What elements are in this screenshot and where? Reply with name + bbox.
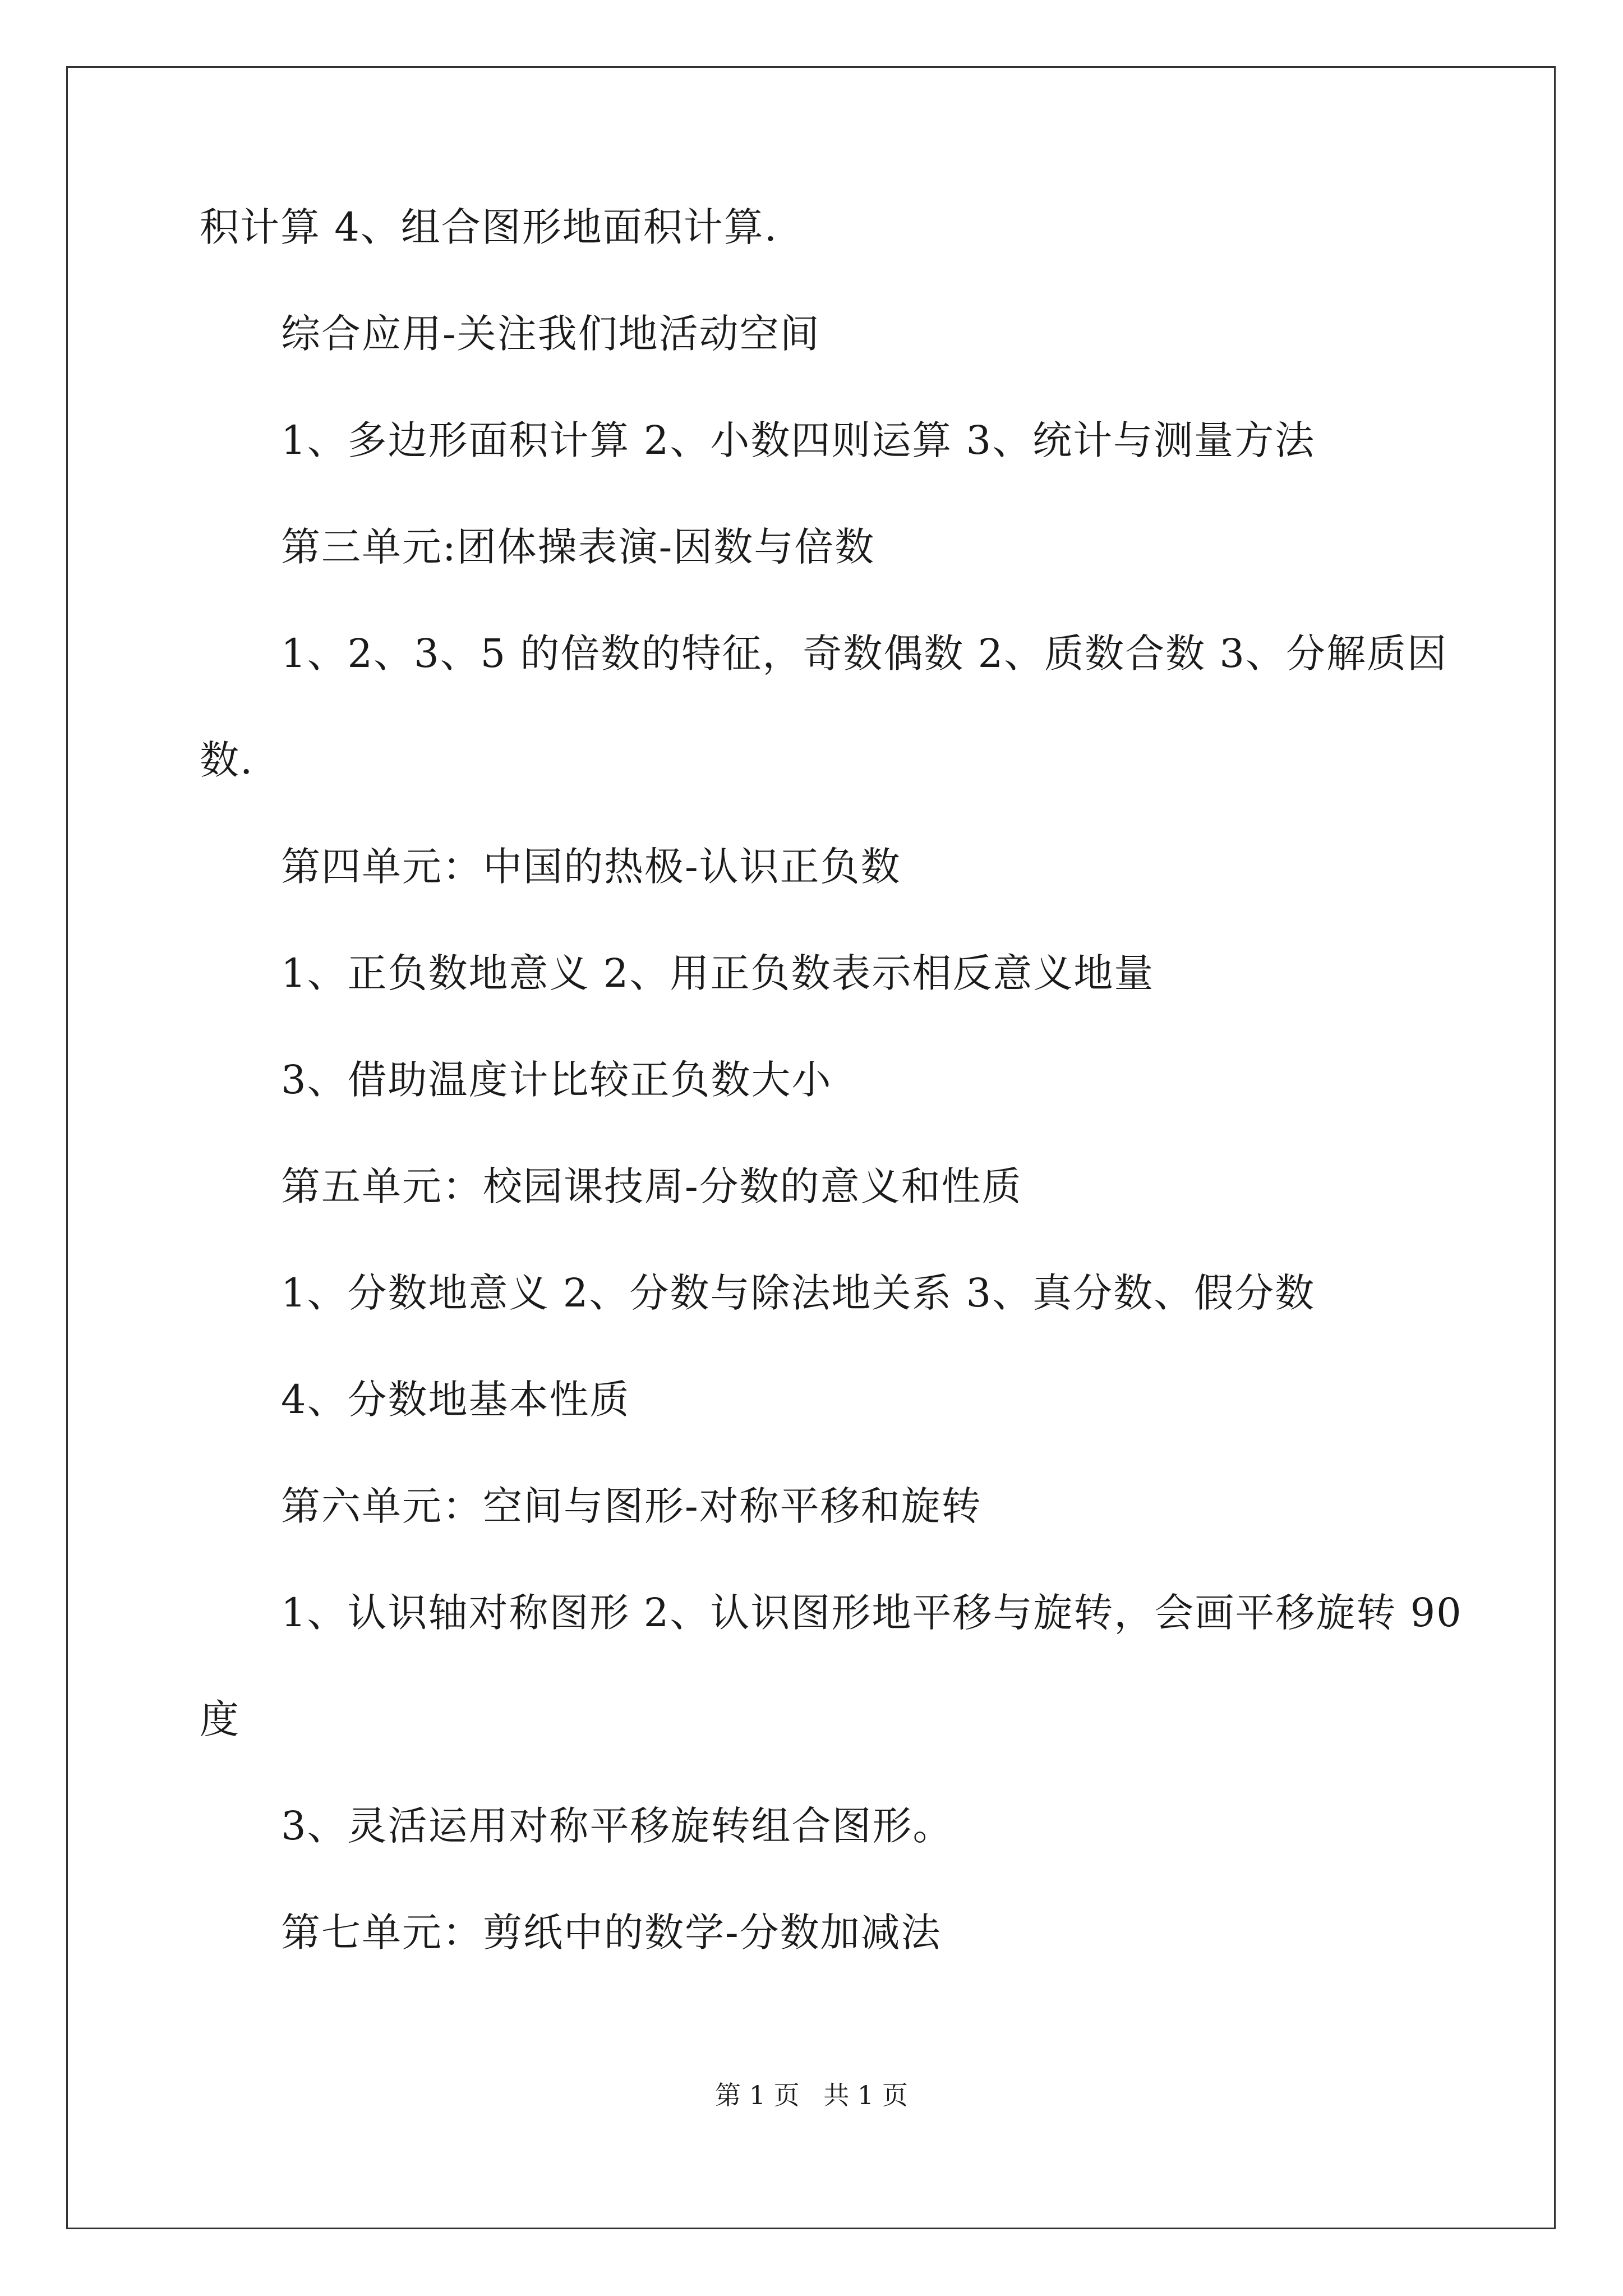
paragraph-line: 4、分数地基本性质 (281, 1377, 630, 1423)
section-heading: 第五单元：校园课技周-分数的意义和性质 (281, 1163, 1022, 1209)
paragraph-line: 1、认识轴对称图形 2、认识图形地平移与旋转，会画平移旋转 90 (281, 1590, 1463, 1636)
page-number: 第 1 页 (715, 2080, 800, 2110)
paragraph-line: 度 (200, 1696, 240, 1742)
paragraph-line: 综合应用-关注我们地活动空间 (281, 311, 820, 357)
page-footer (0, 2078, 1623, 2112)
paragraph-line: 3、灵活运用对称平移旋转组合图形。 (281, 1803, 953, 1849)
page-border (66, 66, 1556, 2229)
paragraph-line: 1、分数地意义 2、分数与除法地关系 3、真分数、假分数 (281, 1270, 1316, 1316)
page-total: 共 1 页 (823, 2080, 908, 2110)
section-heading: 第四单元：中国的热极-认识正负数 (281, 844, 901, 890)
section-heading: 第三单元:团体操表演-因数与倍数 (281, 524, 875, 570)
paragraph-line: 3、借助温度计比较正负数大小 (281, 1057, 832, 1103)
paragraph-line: 1、2、3、5 的倍数的特征，奇数偶数 2、质数合数 3、分解质因 (281, 631, 1447, 677)
paragraph-line: 1、多边形面积计算 2、小数四则运算 3、统计与测量方法 (281, 417, 1316, 463)
paragraph-line: 积计算 4、组合图形地面积计算. (200, 204, 778, 250)
section-heading: 第六单元：空间与图形-对称平移和旋转 (281, 1483, 982, 1529)
paragraph-line: 1、正负数地意义 2、用正负数表示相反意义地量 (281, 950, 1155, 996)
paragraph-line: 数. (200, 737, 254, 783)
section-heading: 第七单元：剪纸中的数学-分数加减法 (281, 1910, 942, 1955)
